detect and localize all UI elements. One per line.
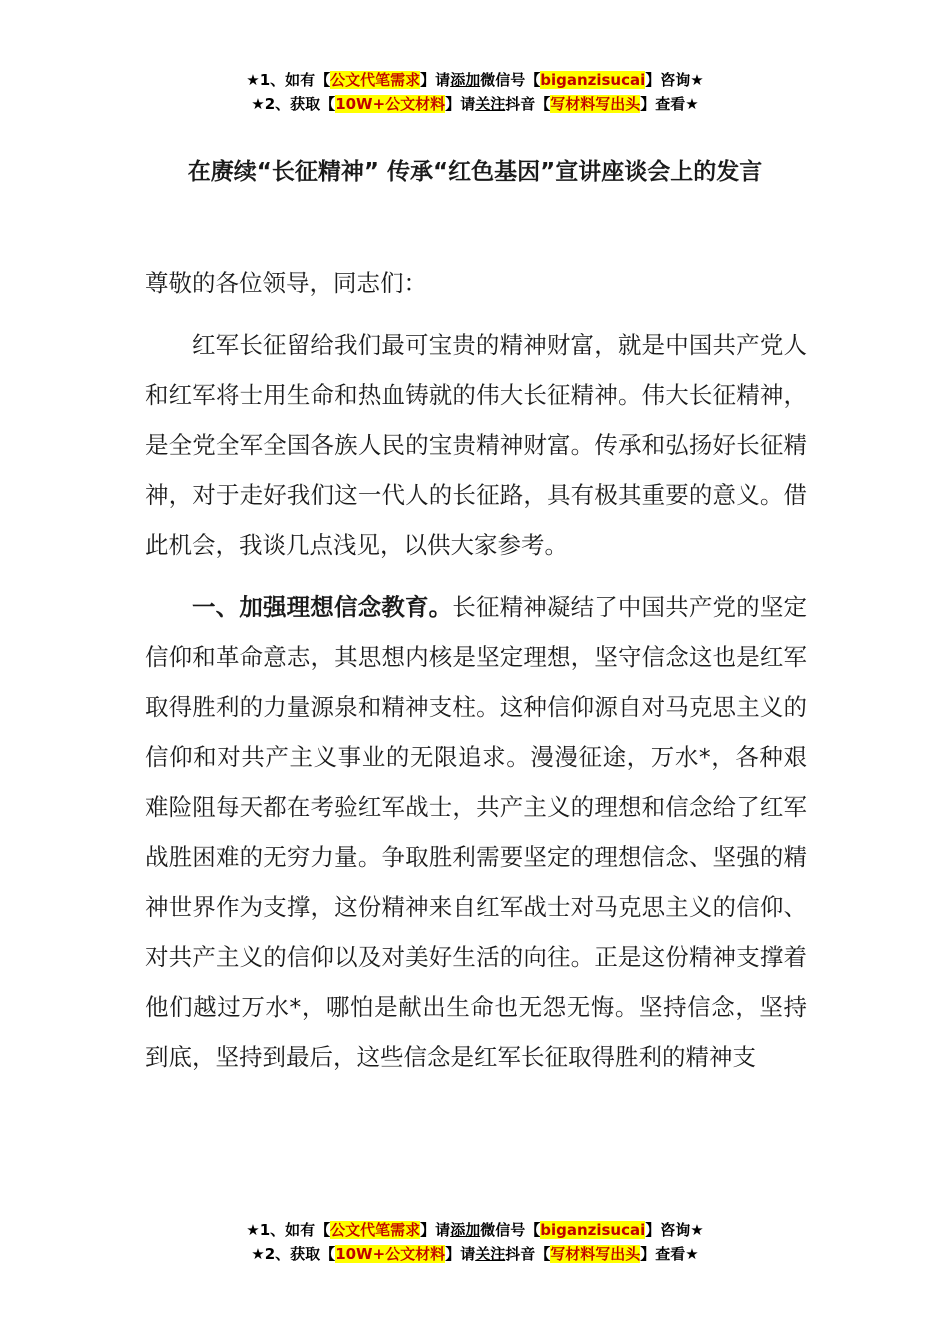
greeting: 尊敬的各位领导，同志们： (145, 269, 427, 297)
banner-text: 】查看★ (640, 95, 699, 113)
banner-text: 】咨询★ (645, 71, 704, 89)
paragraph-section-1 (145, 582, 807, 1082)
document-title: 在赓续“长征精神” 传承“红色基因”宣讲座谈会上的发言 (187, 159, 763, 185)
header-banner (0, 68, 950, 116)
banner-text: ★2、获取【 (251, 95, 336, 113)
banner-underline: 关注 (475, 95, 506, 113)
banner-text: 】咨询★ (645, 1221, 704, 1239)
banner-text: 抖音【 (505, 95, 551, 113)
banner-line-1 (0, 1218, 950, 1242)
banner-text: 微信号【 (480, 71, 541, 89)
banner-text: 微信号【 (480, 1221, 541, 1239)
banner-underline: 添加 (450, 71, 481, 89)
banner-highlight: 公文代笔需求 (330, 1221, 421, 1239)
banner-text: ★1、如有【 (246, 71, 331, 89)
banner-underline: 关注 (475, 1245, 506, 1263)
banner-line-1 (0, 68, 950, 92)
banner-text: 】请 (445, 95, 476, 113)
footer-banner (0, 1218, 950, 1266)
banner-line-2 (0, 1242, 950, 1266)
section-heading: 一、加强理想信念教育。 (192, 593, 453, 621)
section-text: 长征精神凝结了中国共产党的坚定信仰和革命意志，其思想内核是坚定理想，坚守信念这也是红军取得胜利的力量源泉和精神支柱。这种信仰源自对马克思主义的信仰和对共产主义事业的无限追求。漫漫征途，万水*，各种艰难险阻每天都在考验红军战士，共产主义的理想和信念给了红军战胜困难的无穷力量。争取胜利需要坚定的理想信念、坚强的精神世界作为支撑，这份精神来自红军战士对马克思主义的信仰、对共产主义的信仰以及对美好生活的向往。正是这份精神支撑着他们越过万水*，哪怕是献出生命也无怨无悔。坚持信念，坚持到底，坚持到最后，这些信念是红军长征取得胜利的精神支 (145, 593, 808, 1071)
banner-highlight: 10W+公文材料 (335, 1245, 446, 1263)
banner-text: ★1、如有【 (246, 1221, 331, 1239)
banner-highlight: biganzisucai (540, 71, 646, 89)
banner-text: 】请 (445, 1245, 476, 1263)
banner-text: ★2、获取【 (251, 1245, 336, 1263)
banner-line-2 (0, 92, 950, 116)
banner-underline: 添加 (450, 1221, 481, 1239)
banner-highlight: 写材料写出头 (550, 95, 641, 113)
banner-highlight: 写材料写出头 (550, 1245, 641, 1263)
paragraph-intro: 红军长征留给我们最可宝贵的精神财富，就是中国共产党人和红军将士用生命和热血铸就的伟大长征精神。伟大长征精神，是全党全军全国各族人民的宝贵精神财富。传承和弘扬好长征精神，对于走好我们这一代人的长征路，具有极其重要的意义。借此机会，我谈几点浅见，以供大家参考。 (145, 331, 807, 559)
banner-text: 】请 (420, 1221, 451, 1239)
banner-text: 】查看★ (640, 1245, 699, 1263)
banner-highlight: 公文代笔需求 (330, 71, 421, 89)
banner-text: 】请 (420, 71, 451, 89)
banner-highlight: 10W+公文材料 (335, 95, 446, 113)
banner-highlight: biganzisucai (540, 1221, 646, 1239)
banner-text: 抖音【 (505, 1245, 551, 1263)
document-body (145, 258, 807, 1082)
